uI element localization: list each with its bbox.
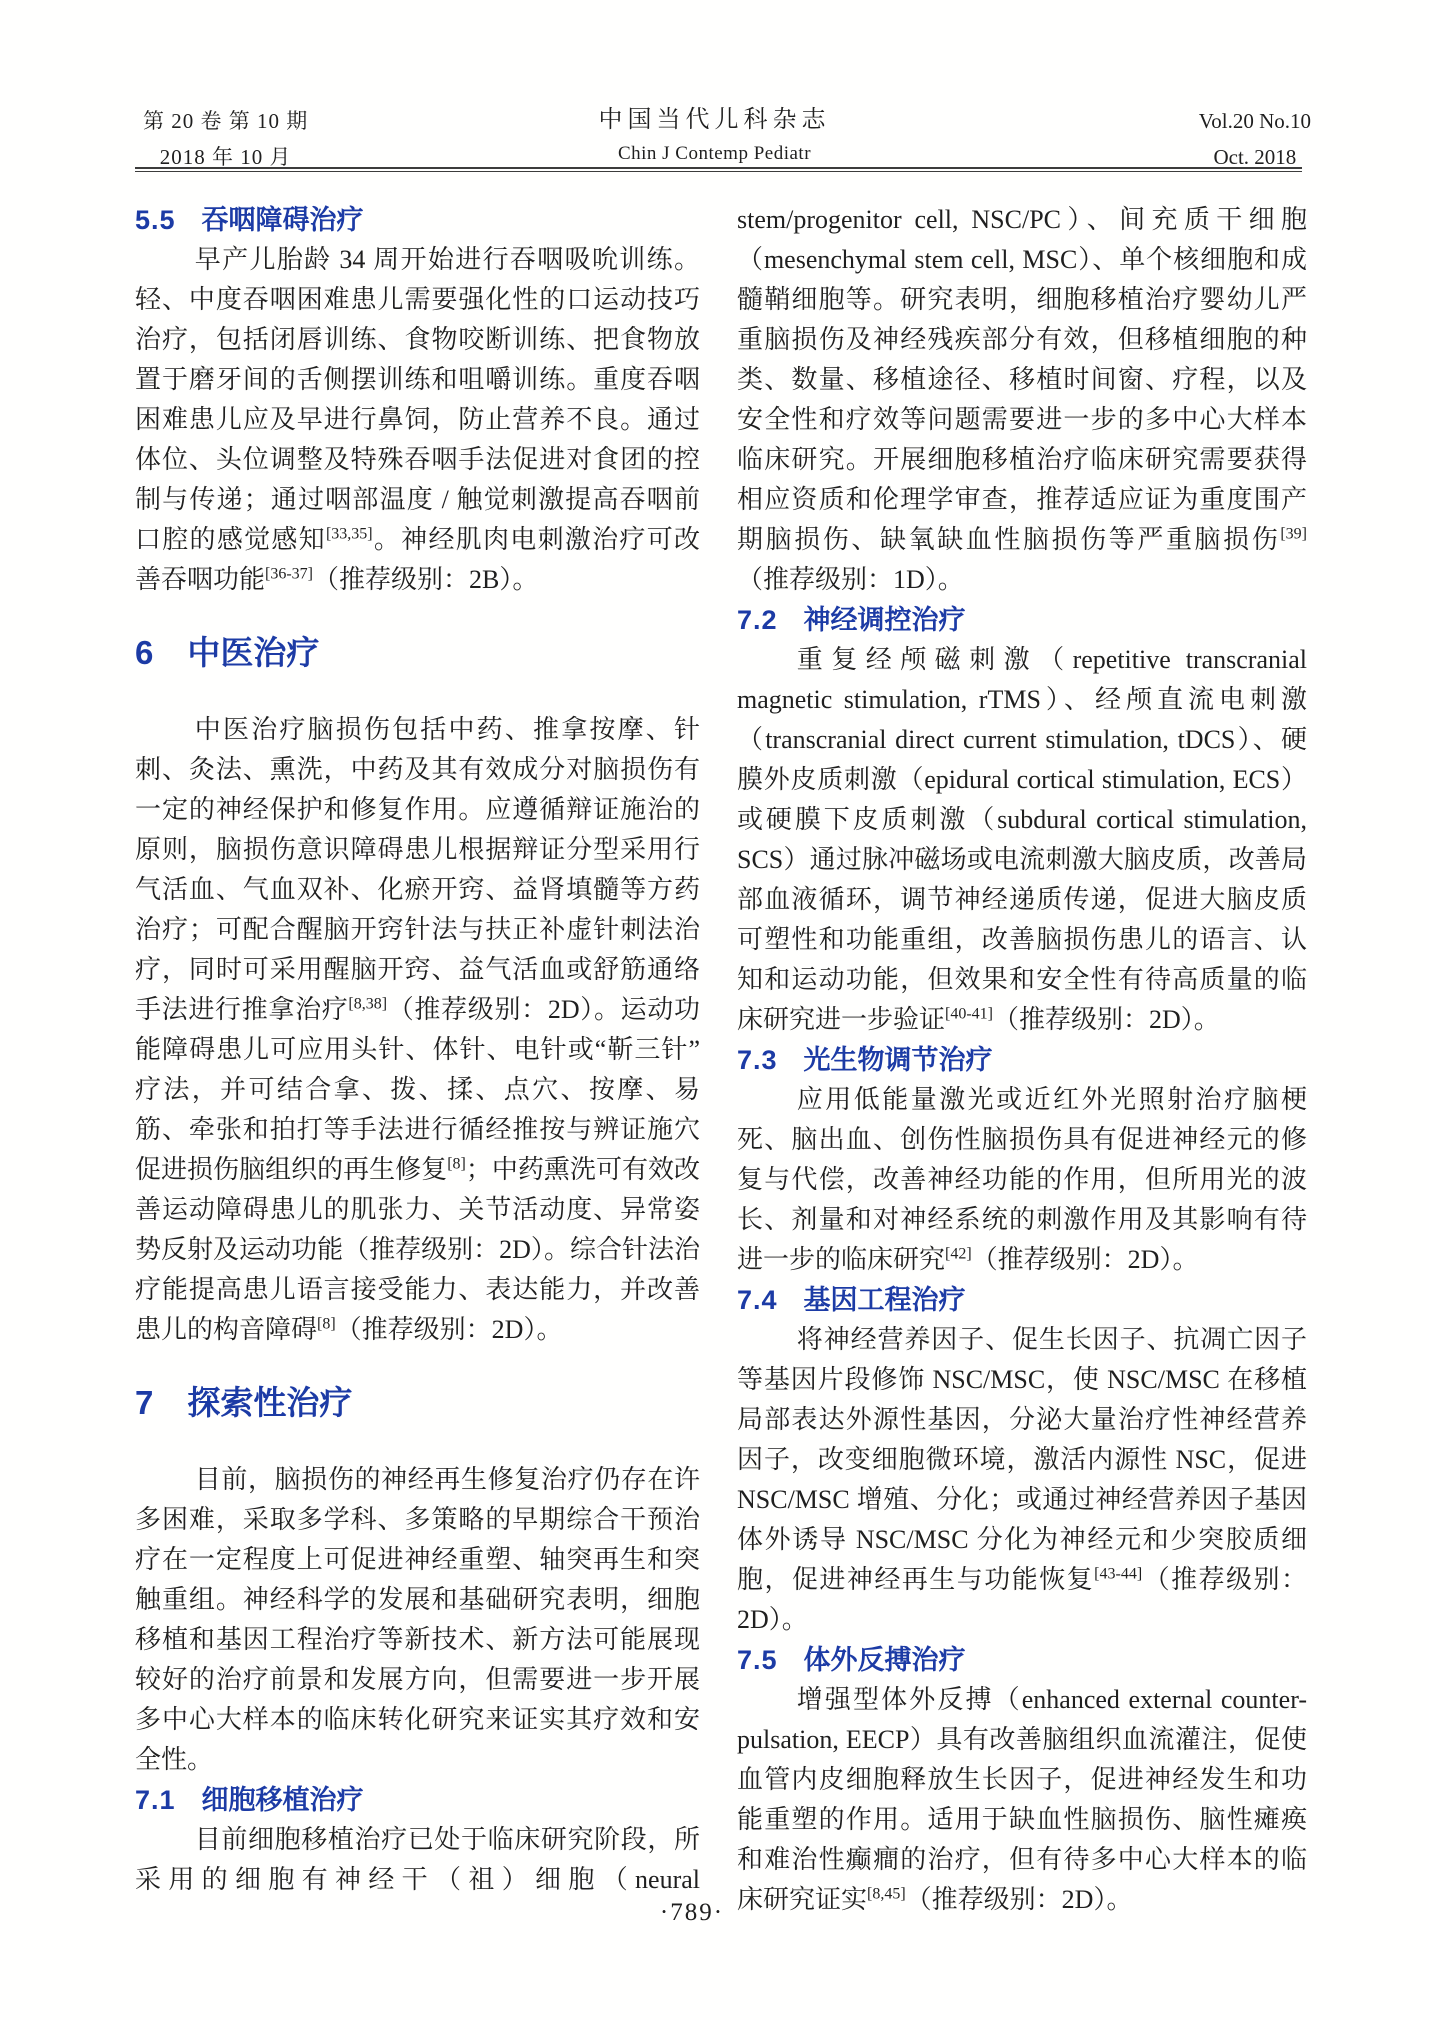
section-number: 7.1 xyxy=(135,1785,176,1815)
citation-ref: [8] xyxy=(317,1315,336,1333)
journal-title-en: Chin J Contemp Pediatr xyxy=(617,143,812,164)
section-number: 7.4 xyxy=(737,1285,778,1315)
section-heading-5.5 xyxy=(135,200,700,240)
section-title: 吞咽障碍治疗 xyxy=(201,205,364,235)
section-number: 7.5 xyxy=(737,1645,778,1675)
header-issue-volume: 第 20 卷 第 10 期 xyxy=(143,109,309,133)
right-column xyxy=(737,200,1307,1920)
header-vol-no: Vol.20 No.10 xyxy=(1198,109,1311,133)
paragraph: 重复经颅磁刺激（repetitive transcranial magnetic stimulation, rTMS）、经颅直流电刺激（transcranial direct current stimulation, tDCS）、硬膜外皮质刺激（epidural cortical stimulation, ECS）或硬膜下皮质刺激（subdural cortical stimulation, SCS）通过脉冲磁场或电流刺激大脑皮质，改善局部血液循环，调节神经递质传递，促进大脑皮质可塑性和功能重组，改善脑损伤患儿的语言、认知和运动功能，但效果和安全性有待高质量的临床研究进一步验证[40-41]（推荐级别：2D）。 xyxy=(737,645,1307,1034)
section-heading-6 xyxy=(135,630,700,676)
paragraph: stem/progenitor cell, NSC/PC）、间充质干细胞（mesenchymal stem cell, MSC）、单个核细胞和成髓鞘细胞等。研究表明，细胞移植治疗婴幼儿严重脑损伤及神经残疾部分有效，但移植细胞的种类、数量、移植途径、移植时间窗、疗程，以及安全性和疗效等问题需要进一步的多中心大样本临床研究。开展细胞移植治疗临床研究需要获得相应资质和伦理学审查，推荐适应证为重度围产期脑损伤、缺氧缺血性脑损伤等严重脑损伤[39]（推荐级别：1D）。 xyxy=(737,205,1307,594)
section-title: 神经调控治疗 xyxy=(803,605,966,635)
header-volume-info xyxy=(1199,103,1311,175)
section-title: 探索性治疗 xyxy=(187,1384,353,1421)
article-body xyxy=(135,200,1307,1920)
section-number: 7.2 xyxy=(737,605,778,635)
citation-ref: [8,38] xyxy=(348,995,388,1013)
paragraph: 应用低能量激光或近红外光照射治疗脑梗死、脑出血、创伤性脑损伤具有促进神经元的修复与代偿，改善神经功能的作用，但所用光的波长、剂量和对神经系统的刺激作用及其影响有待进一步的临床研究[42]（推荐级别：2D）。 xyxy=(737,1085,1307,1274)
section-number: 5.5 xyxy=(135,205,176,235)
section-title: 基因工程治疗 xyxy=(803,1285,966,1315)
paragraph: 早产儿胎龄 34 周开始进行吞咽吸吮训练。轻、中度吞咽困难患儿需要强化性的口运动技巧治疗，包括闭唇训练、食物咬断训练、把食物放置于磨牙间的舌侧摆训练和咀嚼训练。重度吞咽困难患儿应及早进行鼻饲，防止营养不良。通过体位、头位调整及特殊吞咽手法促进对食团的控制与传递；通过咽部温度 / 触觉刺激提高吞咽前口腔的感觉感知[33,35]。神经肌肉电刺激治疗可改善吞咽功能[36-37]（推荐级别：2B）。 xyxy=(135,245,700,594)
section-title: 光生物调节治疗 xyxy=(803,1045,993,1075)
journal-title-cn: 中国当代儿科杂志 xyxy=(598,107,831,133)
section-heading-7.4 xyxy=(737,1280,1307,1320)
paragraph: 目前细胞移植治疗已处于临床研究阶段，所采用的细胞有神经干（祖）细胞（neural xyxy=(135,1825,700,1894)
citation-ref: [36-37] xyxy=(265,565,313,583)
paragraph: 将神经营养因子、促生长因子、抗凋亡因子等基因片段修饰 NSC/MSC，使 NSC/MSC 在移植局部表达外源性基因，分泌大量治疗性神经营养因子，改变细胞微环境，激活内源性 NSC，促进 NSC/MSC 增殖、分化；或通过神经营养因子基因体外诱导 NSC/MSC 分化为神经元和少突胶质细胞，促进神经再生与功能恢复[43-44]（推荐级别：2D）。 xyxy=(737,1325,1307,1634)
citation-ref: [39] xyxy=(1280,525,1307,543)
citation-ref: [42] xyxy=(945,1245,972,1263)
section-heading-7.1 xyxy=(135,1780,700,1820)
header-month-year: Oct. 2018 xyxy=(1213,145,1297,169)
section-heading-7.5 xyxy=(737,1640,1307,1680)
section-heading-7.2 xyxy=(737,600,1307,640)
citation-ref: [8] xyxy=(447,1155,466,1173)
paragraph: 中医治疗脑损伤包括中药、推拿按摩、针刺、灸法、熏洗，中药及其有效成分对脑损伤有一定的神经保护和修复作用。应遵循辩证施治的原则，脑损伤意识障碍患儿根据辩证分型采用行气活血、气血双补、化瘀开窍、益肾填髓等方药治疗；可配合醒脑开窍针法与扶正补虚针刺法治疗，同时可采用醒脑开窍、益气活血或舒筋通络手法进行推拿治疗[8,38]（推荐级别：2D）。运动功能障碍患儿可应用头针、体针、电针或“靳三针”疗法，并可结合拿、拨、揉、点穴、按摩、易筋、牵张和拍打等手法进行循经推按与辨证施穴促进损伤脑组织的再生修复[8]；中药熏洗可有效改善运动障碍患儿的肌张力、关节活动度、异常姿势反射及运动功能（推荐级别：2D）。综合针法治疗能提高患儿语言接受能力、表达能力，并改善患儿的构音障碍[8]（推荐级别：2D）。 xyxy=(135,715,700,1344)
section-title: 中医治疗 xyxy=(187,634,320,671)
left-column xyxy=(135,200,700,1920)
section-number: 6 xyxy=(135,634,154,671)
section-title: 细胞移植治疗 xyxy=(201,1785,364,1815)
paragraph: 目前，脑损伤的神经再生修复治疗仍存在许多困难，采取多学科、多策略的早期综合干预治疗在一定程度上可促进神经重塑、轴突再生和突触重组。神经科学的发展和基础研究表明，细胞移植和基因工程治疗等新技术、新方法可能展现较好的治疗前景和发展方向，但需要进一步开展多中心大样本的临床转化研究来证实其疗效和安全性。 xyxy=(135,1465,700,1774)
header-issue-date: 2018 年 10 月 xyxy=(159,145,292,169)
section-heading-7 xyxy=(135,1380,700,1426)
citation-ref: [33,35] xyxy=(325,525,373,543)
citation-ref: [8,45] xyxy=(867,1885,906,1903)
section-number: 7.3 xyxy=(737,1045,778,1075)
paragraph: 增强型体外反搏（enhanced external counter-pulsation, EECP）具有改善脑组织血流灌注，促使血管内皮细胞释放生长因子，促进神经发生和功能重塑的作用。适用于缺血性脑损伤、脑性瘫痪和难治性癫癎的治疗，但有待多中心大样本的临床研究证实[8,45]（推荐级别：2D）。 xyxy=(737,1685,1307,1914)
header-double-rule xyxy=(135,167,1302,172)
section-title: 体外反搏治疗 xyxy=(803,1645,966,1675)
citation-ref: [40-41] xyxy=(945,1005,993,1023)
section-number: 7 xyxy=(135,1384,154,1421)
section-heading-7.3 xyxy=(737,1040,1307,1080)
citation-ref: [43-44] xyxy=(1094,1565,1143,1583)
page-number: ·789· xyxy=(659,1899,725,1926)
